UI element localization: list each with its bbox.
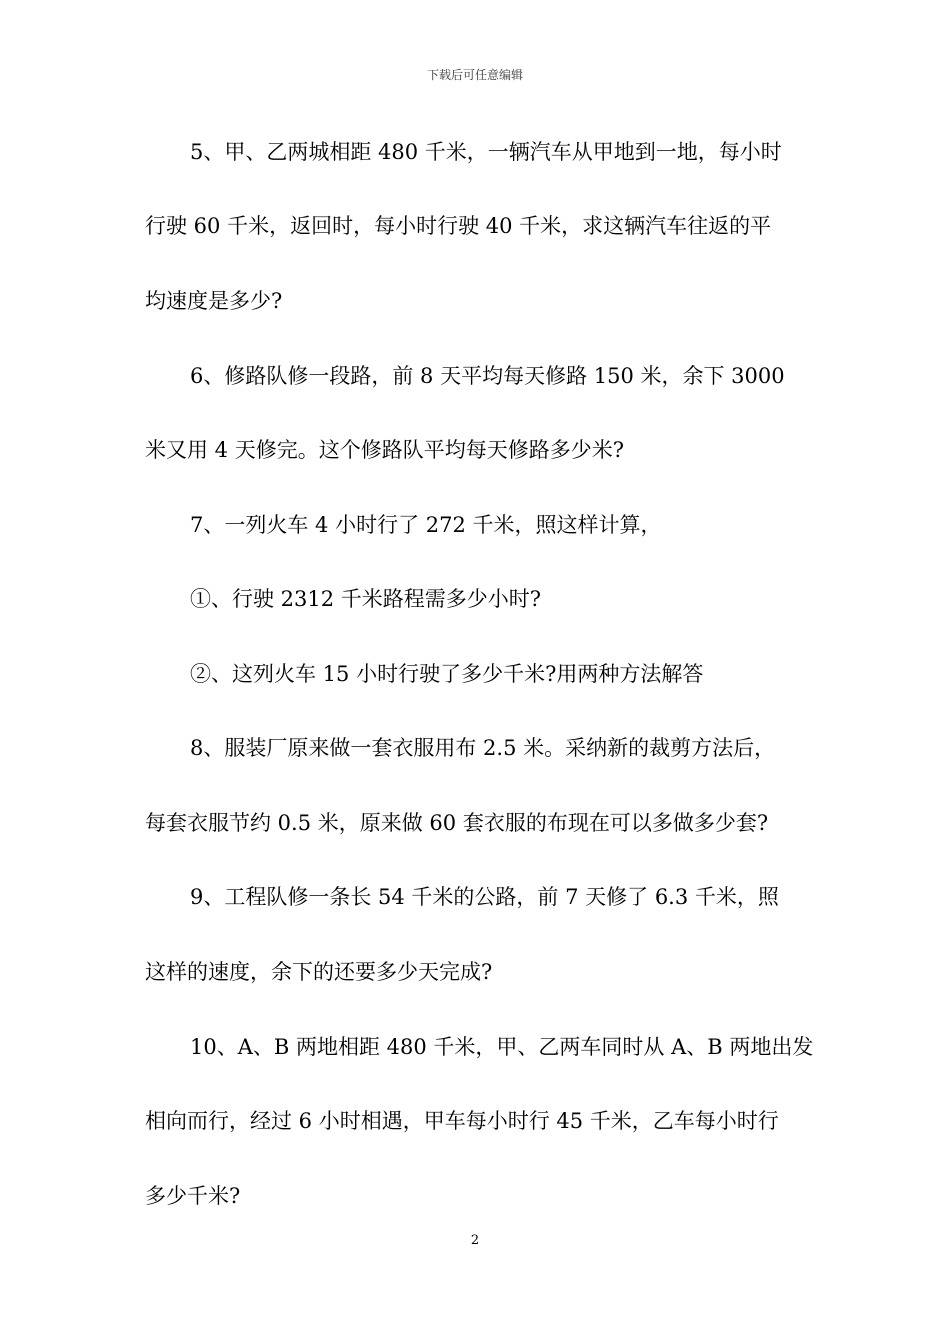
problem-10-line-2: 相向而行，经过 6 小时相遇，甲车每小时行 45 千米，乙车每小时行 <box>145 1109 779 1133</box>
problem-5-line-1: 5、甲、乙两城相距 480 千米，一辆汽车从甲地到一地，每小时 <box>190 140 782 164</box>
problem-5-line-2: 行驶 60 千米，返回时，每小时行驶 40 千米，求这辆汽车往返的平 <box>145 214 772 238</box>
problem-9-line-1: 9、工程队修一条长 54 千米的公路，前 7 天修了 6.3 千米，照 <box>190 885 779 909</box>
problem-7-part-1: ①、行驶 2312 千米路程需多少小时? <box>190 587 542 611</box>
problem-7-line-1: 7、一列火车 4 小时行了 272 千米，照这样计算， <box>190 513 662 537</box>
problem-10-line-3: 多少千米? <box>145 1184 241 1208</box>
problem-7-part-2: ②、这列火车 15 小时行驶了多少千米?用两种方法解答 <box>190 662 704 686</box>
problem-6-line-2: 米又用 4 天修完。这个修路队平均每天修路多少米? <box>145 438 624 462</box>
problem-10-line-1: 10、A、B 两地相距 480 千米，甲、乙两车同时从 A、B 两地出发 <box>190 1035 814 1059</box>
problem-8-line-1: 8、服装厂原来做一套衣服用布 2.5 米。采纳新的裁剪方法后， <box>190 736 776 760</box>
page-number: 2 <box>470 1233 480 1248</box>
problem-8-line-2: 每套衣服节约 0.5 米，原来做 60 套衣服的布现在可以多做多少套? <box>145 811 769 835</box>
problem-6-line-1: 6、修路队修一段路，前 8 天平均每天修路 150 米，余下 3000 <box>190 364 785 388</box>
problem-5-line-3: 均速度是多少? <box>145 289 283 313</box>
page-header: 下载后可任意编辑 <box>426 68 523 82</box>
problem-9-line-2: 这样的速度，余下的还要多少天完成? <box>145 960 493 984</box>
